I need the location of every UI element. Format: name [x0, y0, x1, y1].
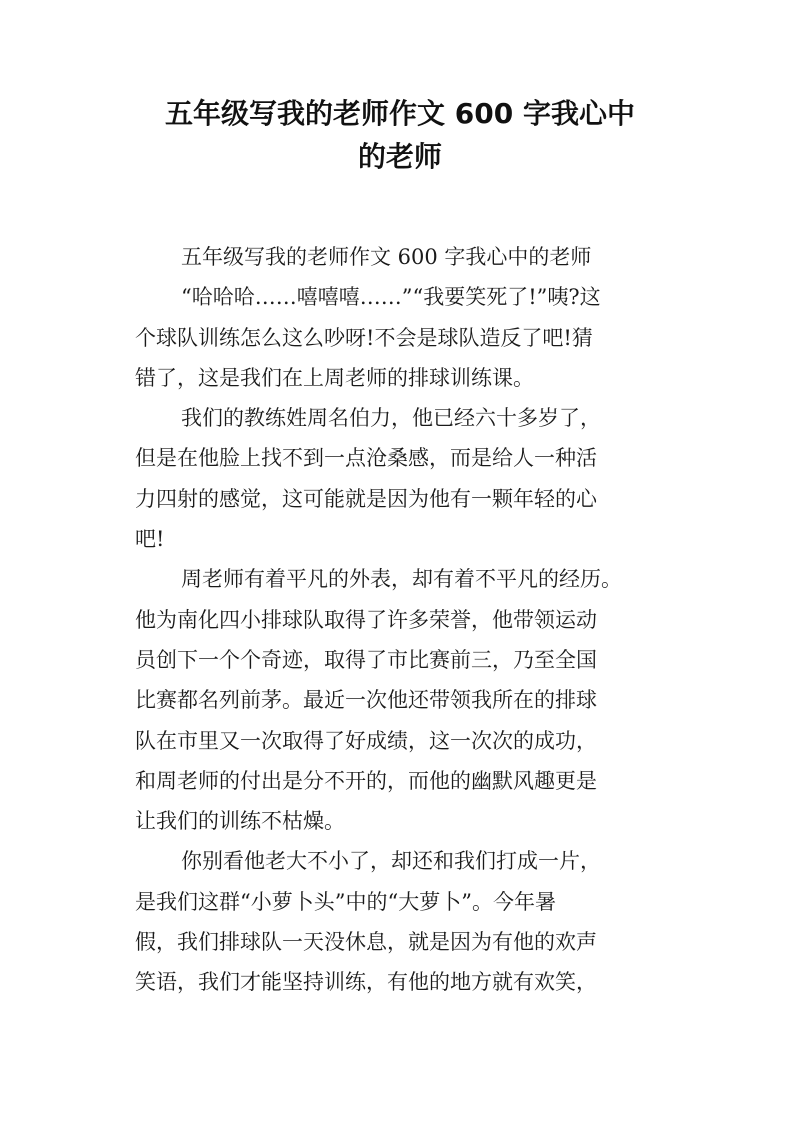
paragraph-line: 五年级写我的老师作文 600 字我心中的老师	[181, 245, 592, 269]
paragraph-line: 和周老师的付出是分不开的，而他的幽默风趣更是	[135, 768, 597, 793]
document-title	[130, 92, 670, 178]
paragraph-line: 你别看他老大不小了，却还和我们打成一片，	[181, 849, 601, 874]
paragraph-line: 笑语，我们才能坚持训练，有他的地方就有欢笑，	[135, 970, 597, 995]
paragraph-line: 我们的教练姓周名伯力，他已经六十多岁了，	[181, 406, 601, 431]
paragraph-line: 比赛都名列前茅。最近一次他还带领我所在的排球	[135, 688, 597, 713]
paragraph-line: 但是在他脸上找不到一点沧桑感，而是给人一种活	[135, 446, 597, 471]
title-line-2: 的老师	[357, 140, 442, 173]
title-line-1: 五年级写我的老师作文 600 字我心中	[165, 97, 635, 130]
paragraph-line: 周老师有着平凡的外表，却有着不平凡的经历。	[181, 567, 622, 592]
paragraph-line: 吧!	[135, 527, 165, 552]
paragraph-line: 假，我们排球队一天没休息，就是因为有他的欢声	[135, 930, 597, 955]
paragraph-line: 个球队训练怎么这么吵呀!不会是球队造反了吧!猜	[135, 325, 593, 350]
paragraph-line: 错了，这是我们在上周老师的排球训练课。	[135, 365, 534, 390]
paragraph-line: 让我们的训练不枯燥。	[135, 809, 345, 834]
paragraph-line: 力四射的感觉，这可能就是因为他有一颗年轻的心	[135, 486, 597, 511]
paragraph-line: 他为南化四小排球队取得了许多荣誉，他带领运动	[135, 607, 597, 632]
paragraph-line: 员创下一个个奇迹，取得了市比赛前三，乃至全国	[135, 647, 597, 672]
paragraph-line: “哈哈哈……嘻嘻嘻……”“我要笑死了!”咦?这	[181, 285, 601, 310]
document-body	[135, 237, 675, 1003]
paragraph-line: 队在市里又一次取得了好成绩，这一次次的成功，	[135, 728, 597, 753]
paragraph-line: 是我们这群“小萝卜头”中的“大萝卜”。今年暑	[135, 889, 556, 914]
